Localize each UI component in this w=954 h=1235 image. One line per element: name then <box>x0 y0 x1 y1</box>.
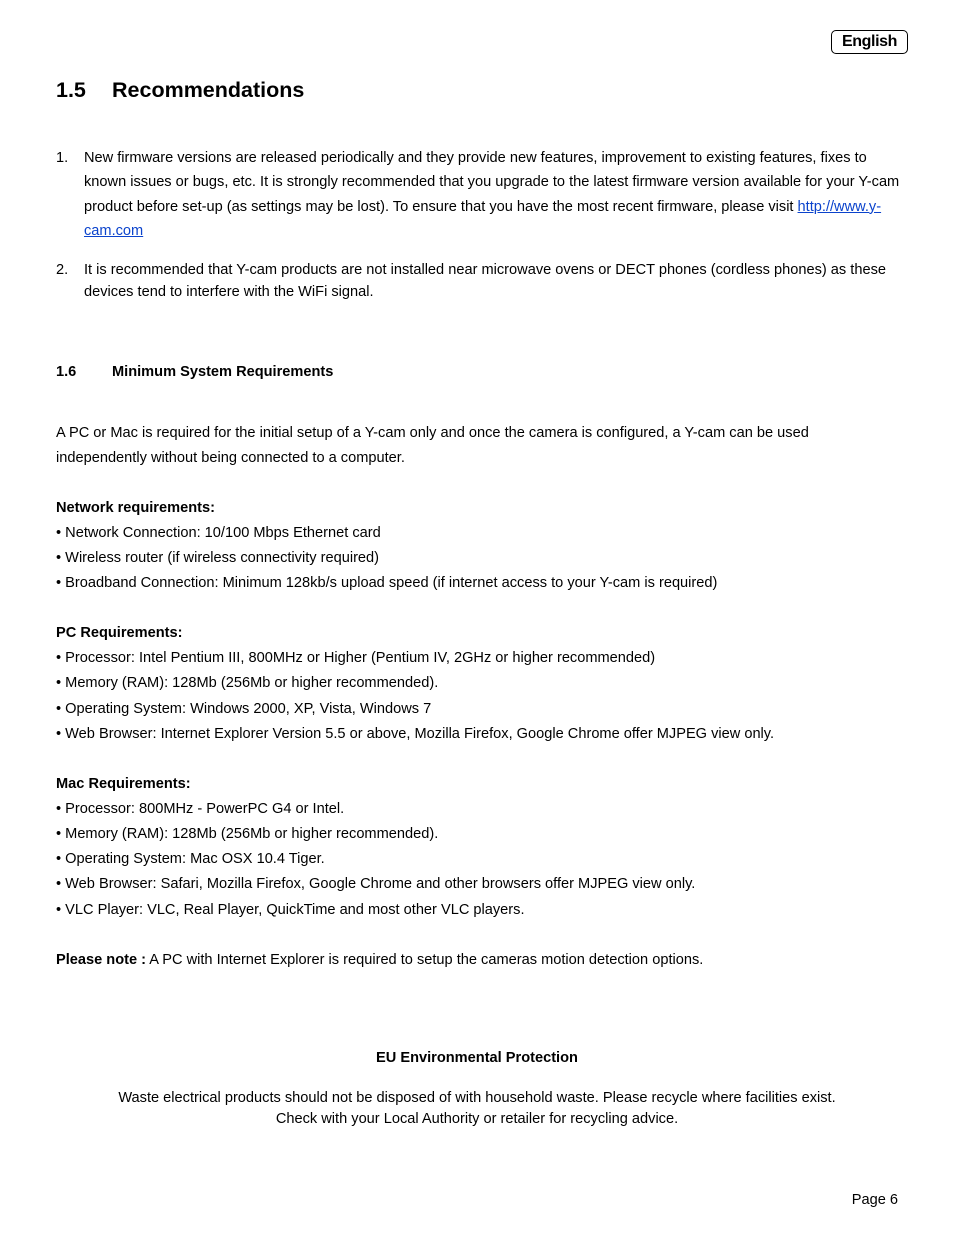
mac-requirements-title: Mac Requirements: <box>56 776 191 792</box>
list-item-text: It is recommended that Y-cam products are not installed near microwave ovens or DECT phones (cordless phones) as these devices tend to interfere with the WiFi signal. <box>84 262 886 300</box>
section-1-6-heading <box>56 364 333 380</box>
list-item: • Operating System: Windows 2000, XP, Vista, Windows 7 <box>56 701 432 717</box>
intro-paragraph: A PC or Mac is required for the initial setup of a Y-cam only and once the camera is configured, a Y-cam can be used independently without being connected to a computer. <box>56 425 809 466</box>
page-number: Page 6 <box>851 1192 898 1208</box>
section-title: Recommendations <box>112 78 305 102</box>
list-item: • Broadband Connection: Minimum 128kb/s upload speed (if internet access to your Y-cam is required) <box>56 575 718 591</box>
eu-protection-title: EU Environmental Protection <box>376 1050 578 1066</box>
list-item-text: New firmware versions are released periodically and they provide new features, improvement to existing features, fixes to known issues or bugs, etc. It is strongly recommended that you upgrade to the latest firmware version available for your Y-cam product before set-up (as settings may be lost). To ensure that you have the most recent firmware, please visit <box>84 150 900 215</box>
list-item: • Memory (RAM): 128Mb (256Mb or higher recommended). <box>56 826 439 842</box>
eu-protection-line-2: Check with your Local Authority or retailer for recycling advice. <box>275 1111 679 1127</box>
list-item: • Web Browser: Internet Explorer Version 5.5 or above, Mozilla Firefox, Google Chrome offer MJPEG view only. <box>56 726 775 742</box>
section-number: 1.5 <box>56 78 86 102</box>
eu-protection-line-1: Waste electrical products should not be disposed of with household waste. Please recycle where facilities exist. <box>118 1090 836 1106</box>
ycam-website-link[interactable]: http://www.y-cam.com <box>84 198 882 239</box>
please-note-text: A PC with Internet Explorer is required to setup the cameras motion detection options. <box>146 952 704 968</box>
please-note-label: Please note : <box>56 952 147 968</box>
list-item <box>56 260 902 303</box>
list-item: • Memory (RAM): 128Mb (256Mb or higher recommended). <box>56 675 439 691</box>
pc-requirements-title: PC Requirements: <box>56 625 183 641</box>
list-item-number: 2. <box>56 262 69 278</box>
section-number: 1.6 <box>56 364 77 380</box>
language-badge: English <box>831 30 908 54</box>
list-item <box>56 146 902 243</box>
list-item: • VLC Player: VLC, Real Player, QuickTime and most other VLC players. <box>56 902 525 918</box>
list-item: • Web Browser: Safari, Mozilla Firefox, Google Chrome and other browsers offer MJPEG view only. <box>56 876 696 892</box>
please-note <box>56 952 703 968</box>
section-1-5-heading <box>56 78 304 103</box>
list-item: • Wireless router (if wireless connectivity required) <box>56 550 380 566</box>
list-item: • Network Connection: 10/100 Mbps Ethernet card <box>56 525 381 541</box>
network-requirements-title: Network requirements: <box>56 500 215 516</box>
list-item: • Processor: 800MHz - PowerPC G4 or Intel. <box>56 801 345 817</box>
list-item: • Operating System: Mac OSX 10.4 Tiger. <box>56 851 325 867</box>
list-item: • Processor: Intel Pentium III, 800MHz or Higher (Pentium IV, 2GHz or higher recommended) <box>56 650 656 666</box>
section-title: Minimum System Requirements <box>112 364 334 380</box>
list-item-number: 1. <box>56 150 69 166</box>
